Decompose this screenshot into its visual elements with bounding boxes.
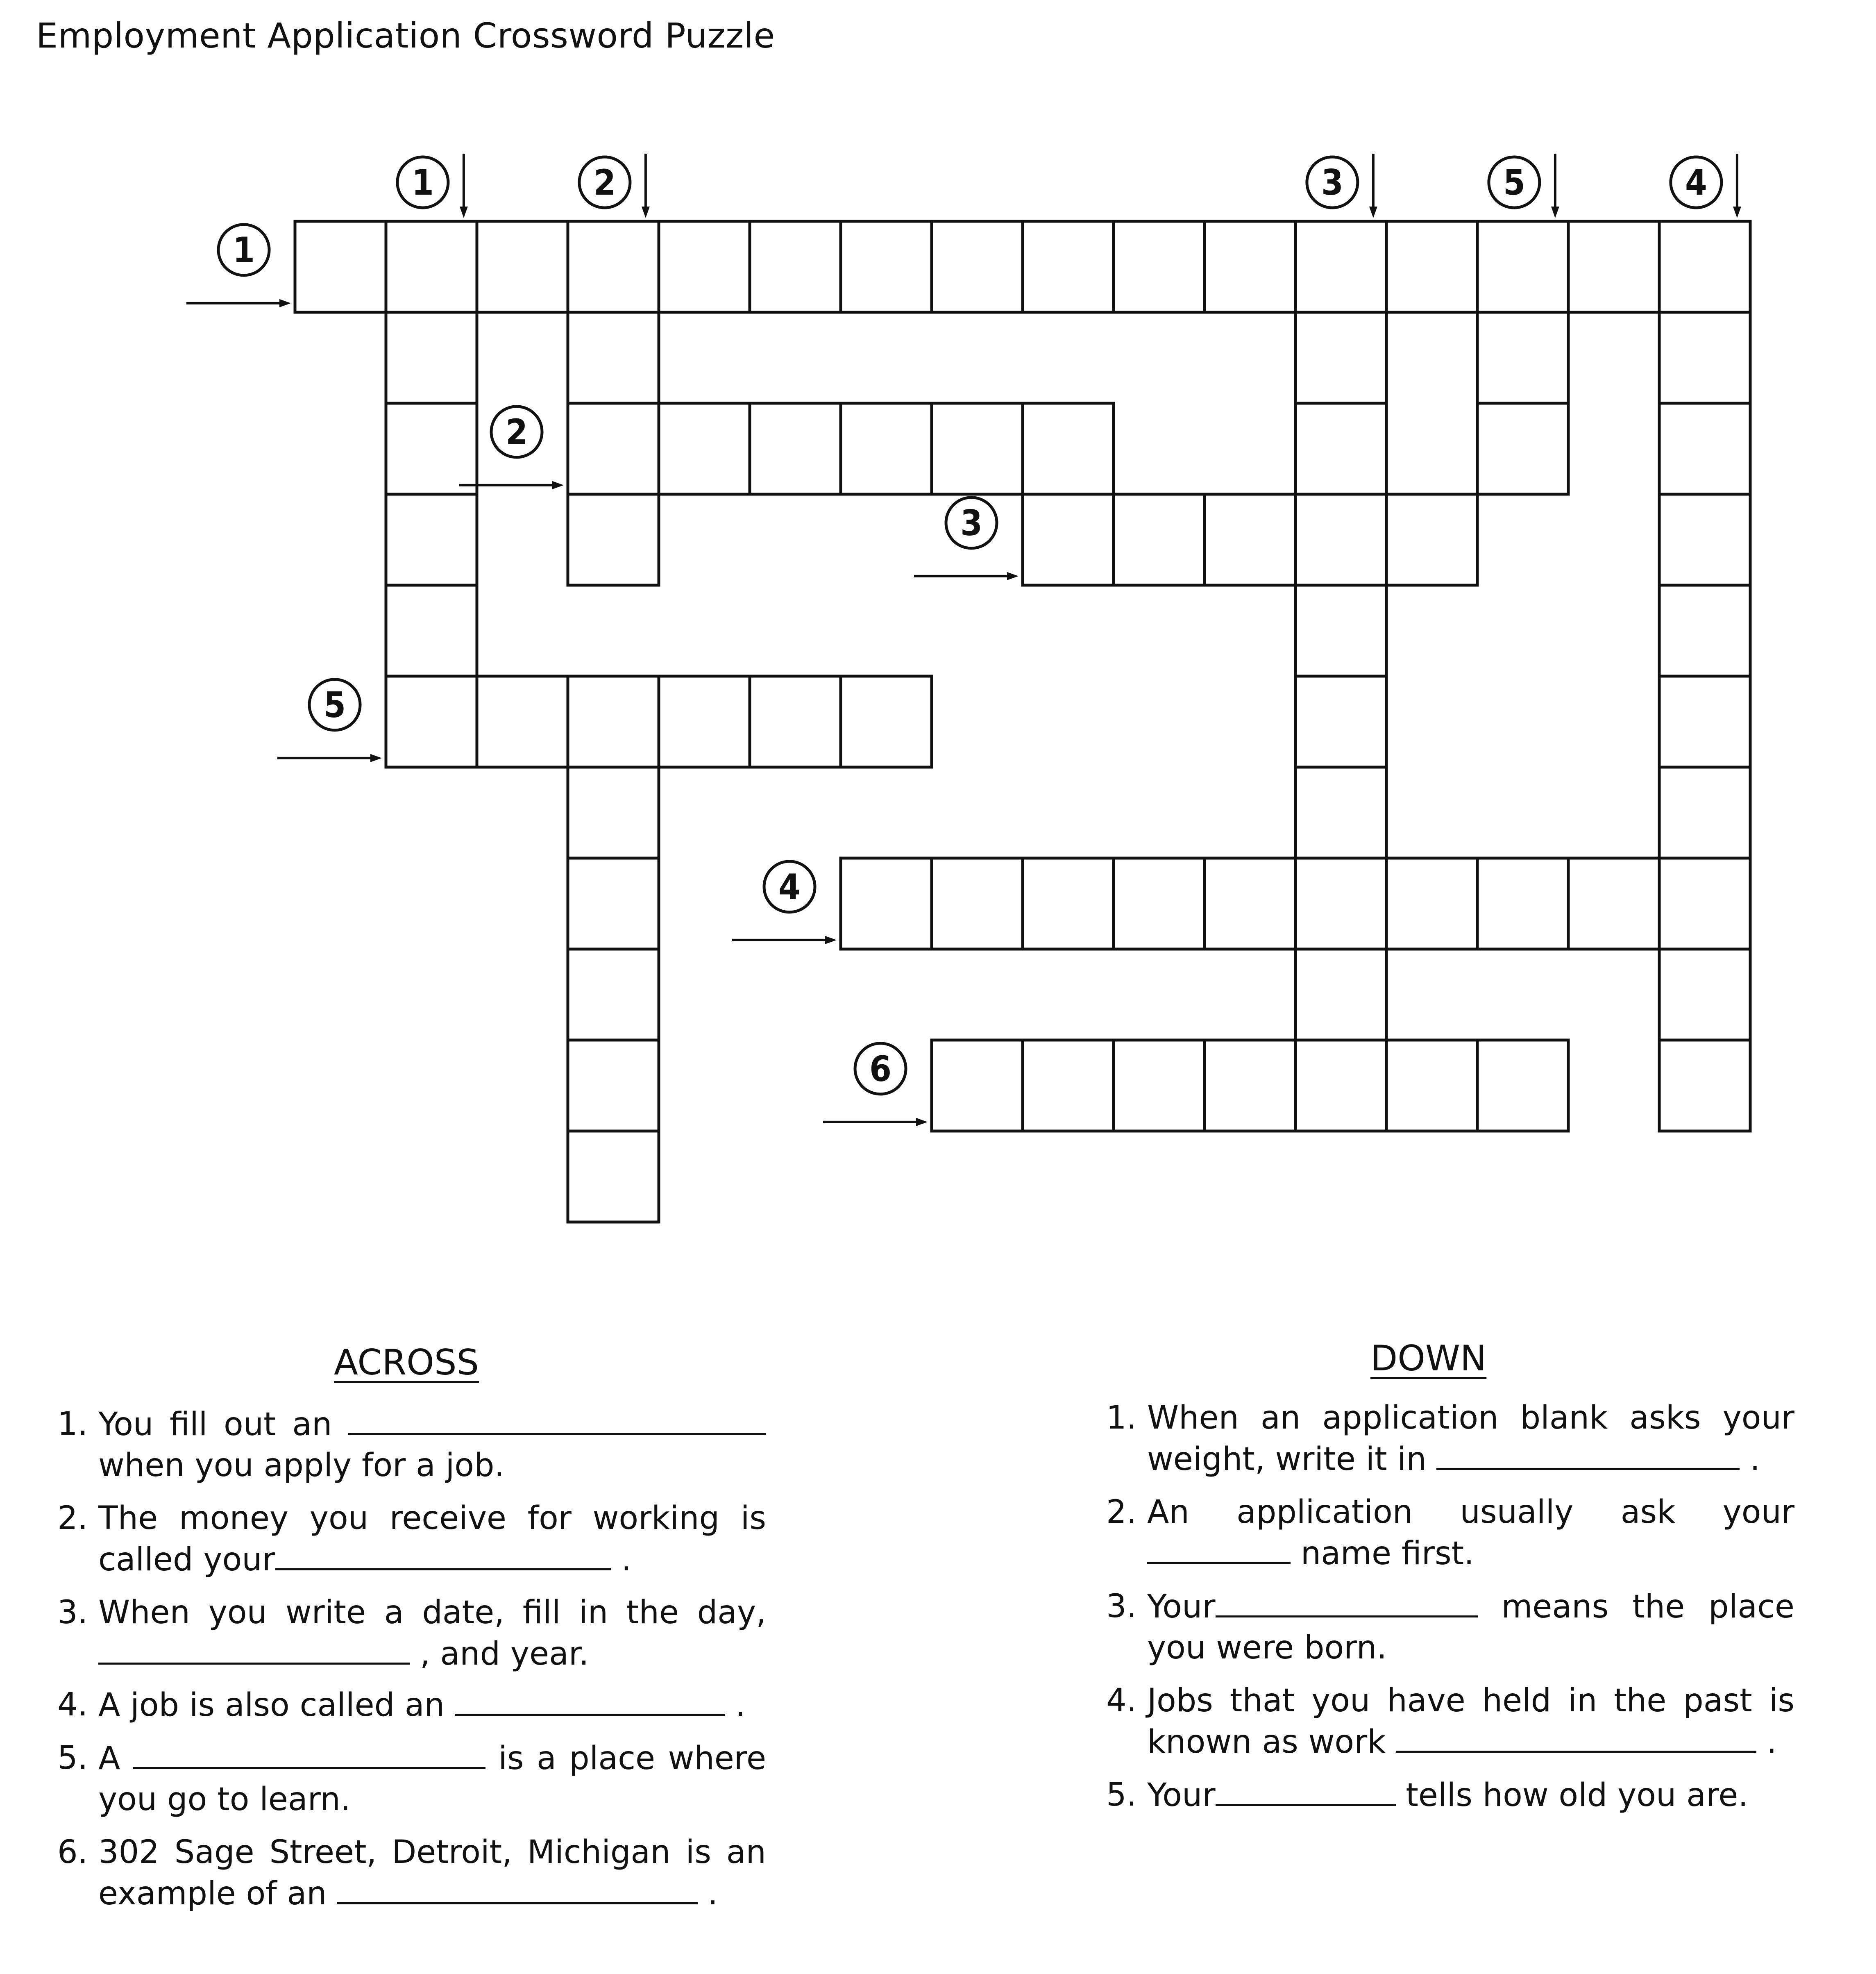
cell-square[interactable] [1295,403,1386,494]
cell-square[interactable] [386,403,477,494]
cell-square[interactable] [1477,403,1568,494]
cell-square[interactable] [1114,494,1205,585]
cell-square[interactable] [841,403,932,494]
cell-square[interactable] [750,403,841,494]
cell-square[interactable] [659,403,750,494]
clue-text: When an application blank asks your weight, write it in [1147,1399,1794,1478]
cell-square[interactable] [568,1131,659,1222]
cell-square[interactable] [1568,858,1659,949]
clue-text: The money you receive for working is called your [98,1500,766,1578]
cell-square[interactable] [1295,949,1386,1040]
clue-text: 302 Sage Street, Detroit, Michigan is an example of an [98,1834,766,1912]
clue-number: 4. [1106,1682,1137,1719]
clue-number: 5. [1106,1776,1137,1813]
cell-square[interactable] [1114,1040,1205,1131]
down-clue-5 [1106,1774,1794,1816]
cell-square[interactable] [1023,858,1114,949]
cell-square[interactable] [932,1040,1023,1131]
clue-number: 4. [57,1686,88,1723]
arrow-head-icon [370,754,382,762]
cell-square[interactable] [477,676,568,767]
clue-text: Your [1147,1588,1216,1625]
cell-square[interactable] [1114,221,1205,312]
cell-square[interactable] [1477,312,1568,403]
cell-square[interactable] [568,221,659,312]
cell-square[interactable] [932,403,1023,494]
cell-square[interactable] [295,221,386,312]
cell-square[interactable] [1023,494,1114,585]
cell-square[interactable] [1659,585,1750,676]
down-number-1: 1 [411,162,434,203]
across-number-5: 5 [324,684,346,726]
answer-blank [1216,1586,1478,1617]
across-clue-2 [57,1498,766,1580]
cell-square[interactable] [1023,403,1114,494]
cell-square[interactable] [568,312,659,403]
arrow-head-icon [460,207,468,218]
cell-square[interactable] [1205,494,1295,585]
arrow-head-icon [1369,207,1377,218]
clue-text: Jobs that you have held in the past is known as work [1147,1682,1794,1760]
page-title: Employment Application Crossword Puzzle [36,16,775,56]
clue-text: An application usually ask your [1147,1494,1794,1531]
clue-text: . [621,1541,632,1578]
clue-number: 3. [57,1594,88,1631]
down-number-3: 3 [1321,162,1343,203]
cell-square[interactable] [1295,585,1386,676]
across-number-4: 4 [778,866,801,908]
cell-square[interactable] [1205,1040,1295,1131]
cell-square[interactable] [568,767,659,858]
across-heading: ACROSS [334,1342,479,1383]
clue-text: is a place where you go to learn. [98,1740,767,1818]
cell-square[interactable] [1386,494,1477,585]
clue-number: 1. [57,1406,88,1442]
cell-square[interactable] [1295,312,1386,403]
cell-square[interactable] [1477,1040,1568,1131]
cell-square[interactable] [750,676,841,767]
clue-text: when you apply for a job. [98,1447,505,1484]
cell-square[interactable] [1023,1040,1114,1131]
across-number-2: 2 [506,411,528,453]
cell-square[interactable] [932,221,1023,312]
down-number-5: 5 [1503,162,1525,203]
clue-text: A job is also called an [98,1687,445,1724]
arrow-head-icon [825,936,837,944]
clue-text: When you write a date, fill in the day, [98,1594,766,1631]
down-clue-4 [1106,1680,1794,1763]
across-number-3: 3 [960,502,982,544]
clue-text: A [98,1740,120,1777]
cell-square[interactable] [659,676,750,767]
cell-square[interactable] [386,312,477,403]
cell-square[interactable] [568,494,659,585]
arrow-head-icon [1551,207,1559,218]
clue-text: . [1750,1441,1760,1478]
cell-square[interactable] [659,221,750,312]
answer-blank [1216,1774,1396,1806]
down-clue-1 [1106,1397,1794,1480]
clue-number: 2. [57,1500,88,1537]
arrow-head-icon [279,299,291,307]
answer-blank [275,1539,611,1570]
cell-square[interactable] [841,858,932,949]
across-clue-5 [57,1738,766,1820]
arrow-head-icon [552,481,564,489]
cell-square[interactable] [841,676,932,767]
cell-square[interactable] [1386,1040,1477,1131]
clue-number: 2. [1106,1494,1137,1531]
cell-square[interactable] [1659,676,1750,767]
arrow-head-icon [916,1118,928,1126]
cell-square[interactable] [1568,221,1659,312]
clue-text: , and year. [420,1636,589,1672]
cell-square[interactable] [1386,221,1477,312]
cell-square[interactable] [568,676,659,767]
clue-text: . [735,1687,746,1724]
clue-text: You fill out an [98,1406,332,1443]
cell-square[interactable] [1295,494,1386,585]
clue-number: 3. [1106,1588,1137,1625]
cell-square[interactable] [568,403,659,494]
cell-square[interactable] [386,221,477,312]
cell-square[interactable] [1659,494,1750,585]
across-clue-1 [57,1404,766,1486]
clue-text: tells how old you are. [1406,1777,1749,1814]
answer-blank [1396,1721,1756,1753]
cell-square[interactable] [386,585,477,676]
cell-square[interactable] [1659,403,1750,494]
cell-square[interactable] [568,1040,659,1131]
answer-blank [98,1633,410,1665]
cell-square[interactable] [1295,767,1386,858]
cell-square[interactable] [1659,858,1750,949]
answer-blank [1147,1533,1291,1564]
cell-square[interactable] [1295,1040,1386,1131]
cell-square[interactable] [477,221,568,312]
across-number-1: 1 [233,229,255,271]
across-clue-3 [57,1592,766,1674]
cell-square[interactable] [1659,312,1750,403]
arrow-head-icon [1733,207,1741,218]
answer-blank [455,1684,725,1716]
clue-number: 6. [57,1834,88,1871]
cell-square[interactable] [386,494,477,585]
down-number-4: 4 [1685,162,1707,203]
cell-square[interactable] [750,221,841,312]
clue-text: . [708,1875,718,1912]
cell-square[interactable] [1477,221,1568,312]
cell-square[interactable] [1295,221,1386,312]
across-number-6: 6 [869,1048,891,1090]
answer-blank [348,1404,766,1435]
cell-square[interactable] [1386,858,1477,949]
down-clue-3 [1106,1586,1794,1668]
answer-blank [133,1738,485,1769]
arrow-head-icon [1007,572,1019,580]
clue-text: . [1766,1724,1777,1760]
cell-square[interactable] [568,949,659,1040]
answer-blank [337,1873,698,1904]
cell-square[interactable] [1295,676,1386,767]
cell-square[interactable] [1477,858,1568,949]
down-number-2: 2 [593,162,616,203]
down-clue-2 [1106,1492,1794,1574]
cell-square[interactable] [841,221,932,312]
down-heading: DOWN [1370,1338,1487,1379]
cell-square[interactable] [932,858,1023,949]
across-clue-4 [57,1684,766,1726]
across-clue-6 [57,1832,766,1914]
answer-blank [1436,1438,1740,1470]
cell-square[interactable] [1659,767,1750,858]
cell-square[interactable] [1205,221,1295,312]
cell-square[interactable] [1659,1040,1750,1131]
cell-square[interactable] [568,858,659,949]
cell-square[interactable] [1295,858,1386,949]
clue-text: name first. [1300,1535,1474,1572]
clue-number: 1. [1106,1399,1137,1436]
clue-text: means the place you were born. [1147,1588,1795,1666]
clue-text: Your [1147,1777,1216,1814]
arrow-head-icon [642,207,650,218]
cell-square[interactable] [386,676,477,767]
cell-square[interactable] [1023,221,1114,312]
clue-number: 5. [57,1740,88,1776]
cell-square[interactable] [1659,221,1750,312]
cell-square[interactable] [1659,949,1750,1040]
cell-square[interactable] [1114,858,1205,949]
cell-square[interactable] [1205,858,1295,949]
